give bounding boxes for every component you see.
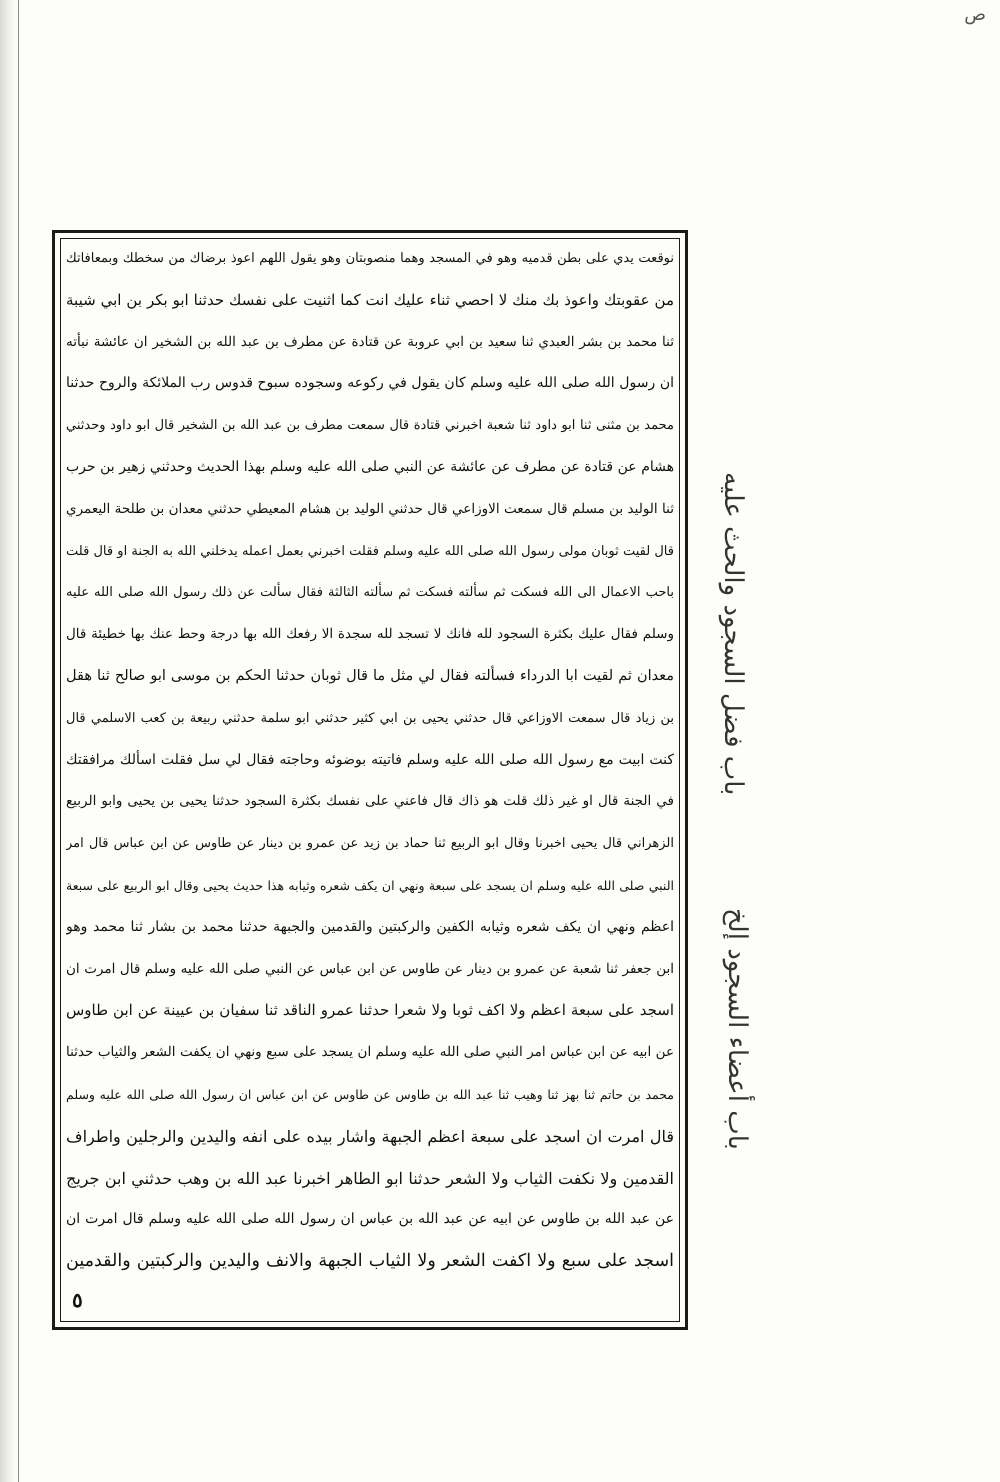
text-line: عن عبد الله بن طاوس عن ابيه عن عبد الله بن عباس ان رسول الله صلى الله عليه وسلم قال امرت ان [66,1211,674,1228]
manuscript-text-block [66,238,674,1322]
text-line: هشام عن قتادة عن مطرف عن عائشة عن النبي صلى الله عليه وسلم بهذا الحديث وحدثني زهير بن حرب [66,458,674,475]
text-line: عن ابيه عن ابن عباس امر النبي صلى الله عليه وسلم ان يسجد على سبع ونهي ان يكفت الشعر والثياب حدثنا [66,1044,674,1061]
margin-chapter-heading-2: باب أعضاء السجود إلخ [722,908,752,1150]
text-line: كنت ابيت مع رسول الله صلى الله عليه وسلم فاتيته بوضوئه وحاجته فقال لي سل فقلت اسألك مرافقتك [66,751,674,768]
text-line: بن زياد قال سمعت الاوزاعي قال حدثني يحيى بن ابي كثير حدثني ابو سلمة حدثني ربيعة بن كعب الاسلمي قال [66,710,674,726]
text-line: من عقوبتك واعوذ بك منك لا احصي ثناء عليك انت كما اثنيت على نفسك حدثنا ابو بكر بن ابي شيبة [66,290,674,309]
text-line: نوقعت يدي على بطن قدميه وهو في المسجد وهما منصوبتان وهو يقول اللهم اعوذ برضاك من سخطك وبمعافاتك [66,251,674,266]
text-line: ابن جعفر ثنا شعبة عن عمرو بن دينار عن طاوس عن ابن عباس عن النبي صلى الله عليه وسلم قال امرت ان [66,960,674,977]
text-line: وسلم فقال عليك بكثرة السجود لله فانك لا تسجد لله سجدة الا رفعك الله بها درجة وحط عنك بها خطيئة قال [66,626,674,643]
text-line: ثنا محمد بن بشر العبدي ثنا سعيد بن ابي عروبة عن قتادة عن مطرف بن عبد الله بن الشخير ان عائشة نبأته [66,333,674,350]
margin-chapter-heading-1: باب فضل السجود والحث عليه [718,471,748,795]
text-line: الزهراني قال يحيى اخبرنا وقال ابو الربيع ثنا حماد بن زيد عن عمرو بن دينار عن طاوس عن ابن عباس قال امر [66,836,674,852]
text-line: ثنا الوليد بن مسلم قال سمعت الاوزاعي قال حدثني الوليد بن هشام المعيطي حدثني معدان بن طلحة اليعمري [66,500,674,517]
text-line: اعظم ونهي ان يكف شعره وثيابه الكفين والركبتين والقدمين والجبهة حدثنا محمد بن بشار ثنا محمد وهو [66,918,674,935]
text-line: القدمين ولا نكفت الثياب ولا الشعر حدثنا ابو الطاهر اخبرنا عبد الله بن وهب حدثني ابن جريج [66,1168,674,1188]
folio-number: ٥ [72,1288,83,1312]
text-line: معدان ثم لقيت ابا الدرداء فسألته فقال لي مثل ما قال ثوبان حدثنا الحكم بن موسى ابو صالح ثنا هقل [66,667,674,684]
text-line: باحب الاعمال الى الله فسكت ثم سألته فسكت ثم سألته الثالثة فقال سألت عن ذلك رسول الله صلى الله عليه [66,585,674,601]
text-line: محمد بن مثنى ثنا ابو داود ثنا شعبة اخبرني قتادة قال سمعت مطرف بن عبد الله بن الشخير قال ابو داود وحدثني [66,418,674,434]
binding-line [18,0,19,1482]
corner-mark: ص [964,4,986,25]
text-line: محمد بن حاتم ثنا بهز ثنا وهيب ثنا عبد الله بن طاوس عن طاوس عن ابن عباس ان رسول الله صلى الله عليه وسلم [66,1086,674,1102]
text-line: قال لقيت ثوبان مولى رسول الله صلى الله عليه وسلم فقلت اخبرني بعمل اعمله يدخلني الله به الجنة او قال قلت [66,543,674,559]
text-line: النبي صلى الله عليه وسلم ان يسجد على سبعة ونهي ان يكف شعره وثيابه هذا حديث يحيى وقال ابو الربيع على سبعة [66,877,674,893]
text-line: في الجنة قال او غير ذلك قلت هو ذاك قال فاعني على نفسك بكثرة السجود حدثنا يحيى بن يحيى وابو الربيع [66,793,674,810]
text-line: ان رسول الله صلى الله عليه وسلم كان يقول في ركوعه وسجوده سبوح قدوس رب الملائكة والروح حدثنا [66,375,674,392]
text-line: اسجد على سبعة اعظم ولا اكف ثوبا ولا شعرا حدثنا عمرو الناقد ثنا سفيان بن عيينة عن ابن طاوس [66,1001,674,1020]
page-binding-edge [0,0,20,1482]
text-line: اسجد على سبع ولا اكفت الشعر ولا الثياب الجبهة والانف واليدين والركبتين والقدمين [66,1251,674,1272]
text-line: قال امرت ان اسجد على سبعة اعظم الجبهة واشار بيده على انفه واليدين والرجلين واطراف [66,1126,674,1146]
